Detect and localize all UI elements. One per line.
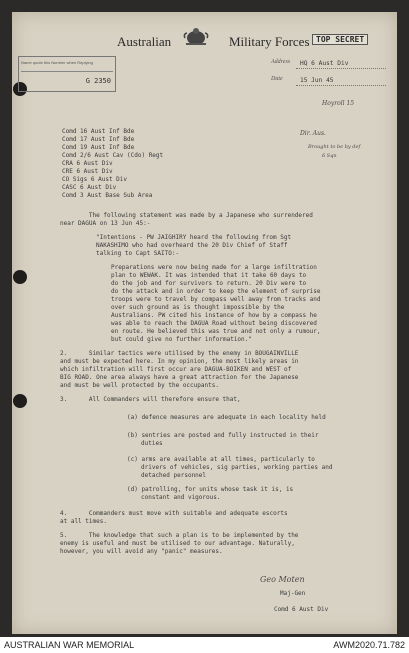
- handwritten-note-top: Hoyroll 15: [322, 100, 355, 107]
- date-label: Date: [271, 76, 283, 82]
- paragraph-3: 3. All Commanders will therefore ensure that,: [60, 396, 241, 403]
- coat-of-arms-icon: [182, 26, 210, 48]
- punch-hole: [13, 270, 27, 284]
- handwritten-annotation: Dir. Aus.: [300, 130, 326, 137]
- list-item: CRE 6 Aust Div: [62, 168, 113, 175]
- list-item: Comd 17 Aust Inf Bde: [62, 136, 135, 143]
- list-item-a: (a) defence measures are adequate in each locality held: [127, 414, 326, 421]
- classification-stamp: TOP SECRET: [312, 34, 368, 45]
- address-label: Address: [271, 59, 291, 65]
- handwritten-annotation: 6 Sqn: [322, 153, 337, 159]
- list-item: Comd 3 Aust Base Sub Area: [62, 192, 153, 199]
- letterhead: [117, 34, 310, 50]
- list-item: CRA 6 Aust Div: [62, 160, 113, 167]
- address-value: HQ 6 Aust Div: [300, 60, 349, 67]
- letterhead-left: Australian: [117, 34, 172, 49]
- handwritten-annotation: Brought to be by def: [308, 144, 361, 150]
- date-value: 15 Jun 45: [300, 77, 334, 84]
- punch-hole: [13, 394, 27, 408]
- list-item-c: (c) arms are available at all times, particularly to drivers of vehicles, sig parties, working parties and detached personnel: [127, 456, 333, 479]
- list-item: CO Sigs 6 Aust Div: [62, 176, 128, 183]
- paragraph-5: 5. The knowledge that such a plan is to be implemented by the enemy is useful and must be utilised to our advantage. Naturally, however, you will avoid any "panic" measures.: [60, 532, 299, 555]
- reference-number: G 2350: [85, 77, 111, 85]
- list-item-d: (d) patrolling, for units whose task it is, is constant and vigorous.: [127, 486, 294, 501]
- list-item: CASC 6 Aust Div: [62, 184, 117, 191]
- reference-box: [18, 56, 116, 92]
- distribution-list: [62, 128, 163, 200]
- signature-appointment: Comd 6 Aust Div: [274, 606, 329, 613]
- list-item: Comd 2/6 Aust Cav (Cdo) Regt: [62, 152, 164, 159]
- signature-block: [280, 590, 305, 598]
- footer-accession-number: AWM2020.71.782: [333, 640, 405, 650]
- signature: Geo Moten: [260, 575, 305, 584]
- list-item: Comd 19 Aust Inf Bde: [62, 144, 135, 151]
- document-page: [12, 12, 397, 634]
- quoted-statement: "Intentions - PW JAIGHIRY heard the following from Sgt NAKASHIMO who had overheard the 20 Div Chief of Staff talking to Capt SAITO:-: [96, 234, 292, 257]
- list-item: Comd 16 Aust Inf Bde: [62, 128, 135, 135]
- quoted-statement-body: Preparations were now being made for a large infiltration plan to WEWAK. It was intended that it take 60 days to do the job and for survivors to return. 20 Div were to do the attack and in order to keep the element of surprise troops were to travel by compass well away from tracks and over such ground as is thought impossible by the Australians. PW cited his instance of how by a compass he was able to reach the DAGUA Road without being discovered en route. He believed this was true and not only a rumour, but could give no further information.": [111, 264, 321, 343]
- intro-paragraph: The following statement was made by a Japanese who surrendered near DAGUA on 13 Jun 45:-: [60, 212, 313, 227]
- paragraph-2: 2. Similar tactics were utilised by the enemy in BOUGAINVILLE and must be expected here. In my opinion, the most likely areas in which infiltration will first occur are DAGUA-BOIKEN and WEST of BIG ROAD. One area always have a great attraction for the Japanese and must be well protected by the occupants.: [60, 350, 299, 389]
- reference-note: Name quote this Number when Replying: [21, 60, 93, 65]
- list-item-b: (b) sentries are posted and fully instructed in their duties: [127, 432, 319, 447]
- signatory-rank: Maj-Gen: [280, 590, 306, 597]
- paragraph-4: 4. Commanders must move with suitable and adequate escorts at all times.: [60, 510, 288, 525]
- letterhead-right: Military Forces: [229, 34, 310, 49]
- footer-credit: AUSTRALIAN WAR MEMORIAL: [4, 640, 135, 650]
